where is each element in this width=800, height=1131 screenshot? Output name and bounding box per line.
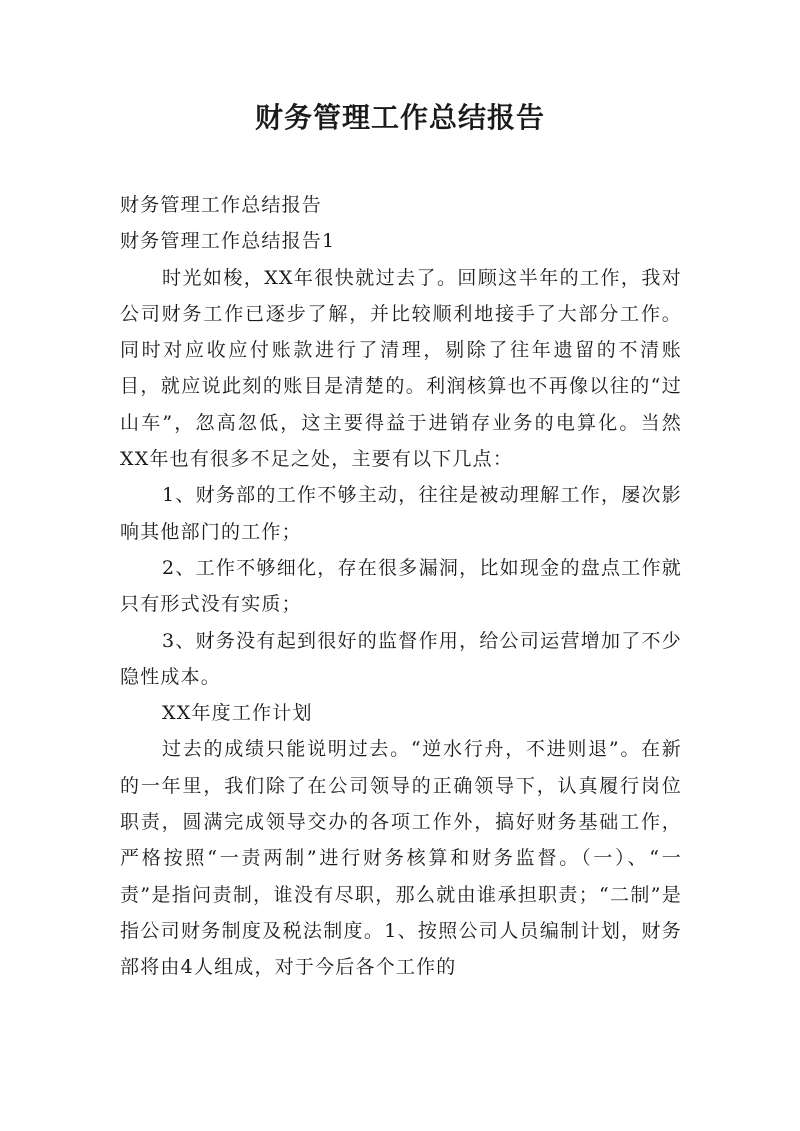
paragraph-intro: 时光如梭，XX年很快就过去了。回顾这半年的工作，我对公司财务工作已逐步了解，并比较顺利地接手了大部分工作。同时对应收应付账款进行了清理，剔除了往年遗留的不清账目，就应说此刻的账目是清楚的。利润核算也不再像以往的“过山车”，忽高忽低，这主要得益于进销存业务的电算化。当然XX年也有很多不足之处，主要有以下几点：: [120, 266, 682, 471]
document-body: [120, 187, 682, 986]
paragraph-point-2: 2、工作不够细化，存在很多漏洞，比如现金的盘点工作就只有形式没有实质；: [120, 556, 682, 616]
paragraph-point-3: 3、财务没有起到很好的监督作用，给公司运营增加了不少隐性成本。: [120, 629, 682, 688]
document-title: 财务管理工作总结报告: [254, 101, 545, 134]
paragraph-subheading: 财务管理工作总结报告1: [120, 230, 336, 253]
paragraph-point-1: 1、财务部的工作不够主动，往往是被动理解工作，屡次影响其他部门的工作；: [120, 484, 682, 543]
paragraph-plan-body: 过去的成绩只能说明过去。“逆水行舟，不进则退”。在新的一年里，我们除了在公司领导的正确领导下，认真履行岗位职责，圆满完成领导交办的各项工作外，搞好财务基础工作，严格按照“一责两制”进行财务核算和财务监督。（一）、“一责”是指问责制，谁没有尽职，那么就由谁承担职责；“二制”是指公司财务制度及税法制度。1、按照公司人员编制计划，财务部将由4人组成，对于今后各个工作的: [120, 738, 682, 979]
paragraph-heading: 财务管理工作总结报告: [120, 194, 323, 216]
paragraph-plan-heading: XX年度工作计划: [162, 702, 313, 725]
